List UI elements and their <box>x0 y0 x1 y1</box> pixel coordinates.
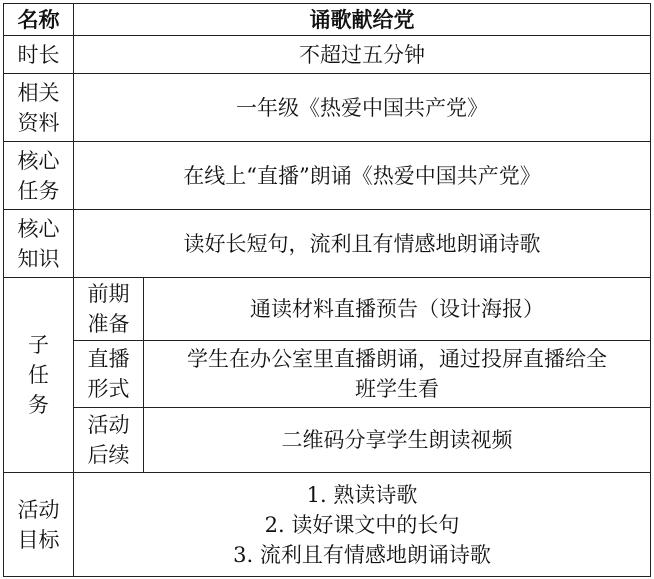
goal-item: 3. 流利且有情感地朗诵诗歌 <box>233 542 491 567</box>
materials-value: 一年级《热爱中国共产党》 <box>74 74 651 142</box>
subtask-label-line2: 形式 <box>87 377 130 401</box>
activity-title: 诵歌献给党 <box>74 4 651 36</box>
materials-label-line2: 资料 <box>17 110 60 135</box>
goal-item: 2. 读好课文中的长句 <box>264 512 460 537</box>
row-name <box>4 4 651 36</box>
subtask-label-line1: 活动 <box>87 413 130 437</box>
core-task-label-line1: 核心 <box>17 148 60 173</box>
row-goals <box>4 473 651 577</box>
name-label: 名称 <box>4 4 74 36</box>
subtask-label <box>74 341 144 408</box>
goals-label <box>4 473 74 577</box>
materials-label-line1: 相关 <box>17 80 60 105</box>
subtask-label-line2: 准备 <box>87 312 130 336</box>
subtasks-label-line1: 子 <box>28 333 49 357</box>
core-task-label <box>4 142 74 210</box>
duration-label: 时长 <box>4 36 74 74</box>
subtasks-label-line3: 务 <box>28 393 49 417</box>
core-task-label-line2: 任务 <box>17 178 60 203</box>
activity-plan-table <box>3 3 651 577</box>
row-core-knowledge <box>4 210 651 278</box>
subtask-value-line1: 学生在办公室里直播朗诵，通过投屏直播给全 <box>187 347 607 371</box>
goals-value <box>74 473 651 577</box>
subtask-label-line1: 前期 <box>87 282 130 306</box>
materials-label <box>4 74 74 142</box>
goals-label-line1: 活动 <box>17 497 60 522</box>
core-knowledge-label-line1: 核心 <box>17 216 60 241</box>
subtask-label-line2: 后续 <box>87 443 130 467</box>
row-subtask-followup <box>4 408 651 473</box>
row-subtask-prep <box>4 278 651 341</box>
row-subtask-live <box>4 341 651 408</box>
core-task-value: 在线上“直播”朗诵《热爱中国共产党》 <box>74 142 651 210</box>
subtask-value: 二维码分享学生朗读视频 <box>144 408 651 473</box>
goals-label-line2: 目标 <box>17 527 60 552</box>
core-knowledge-label <box>4 210 74 278</box>
duration-value: 不超过五分钟 <box>74 36 651 74</box>
subtasks-label-line2: 任 <box>28 363 49 387</box>
subtask-label <box>74 278 144 341</box>
core-knowledge-label-line2: 知识 <box>17 246 60 271</box>
row-core-task <box>4 142 651 210</box>
subtasks-label <box>4 278 74 473</box>
subtask-label <box>74 408 144 473</box>
subtask-label-line1: 直播 <box>87 347 130 371</box>
row-duration <box>4 36 651 74</box>
core-knowledge-value: 读好长短句，流利且有情感地朗诵诗歌 <box>74 210 651 278</box>
subtask-value <box>144 341 651 408</box>
subtask-value-line2: 班学生看 <box>355 377 439 401</box>
row-materials <box>4 74 651 142</box>
goal-item: 1. 熟读诗歌 <box>306 482 418 507</box>
subtask-value: 通读材料直播预告（设计海报） <box>144 278 651 341</box>
